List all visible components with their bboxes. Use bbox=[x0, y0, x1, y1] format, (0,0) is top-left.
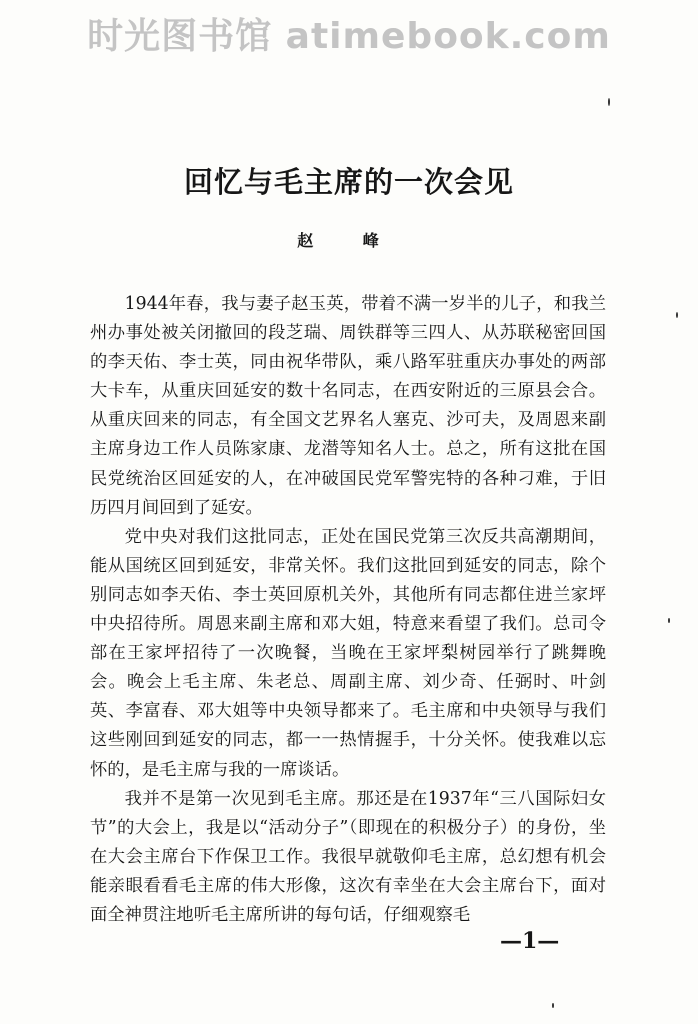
watermark: 时光图书馆 atimebook.com bbox=[87, 16, 611, 57]
author-name: 赵 峰 bbox=[297, 231, 401, 250]
paragraph-1: 1944年春，我与妻子赵玉英，带着不满一岁半的儿子，和我兰州办事处被关闭撤回的段芝瑞、周铁群等三四人、从苏联秘密回国的李天佑、李士英，同由祝华带队，乘八路军驻重庆办事处的两部大卡车，从重庆回延安的数十名同志，在西安附近的三原县会合。从重庆回来的同志，有全国文艺界名人塞克、沙可夫，及周恩来副主席身边工作人员陈家康、龙潜等知名人士。总之，所有这批在国民党统治区回延安的人，在冲破国民党军警宪特的各种刁难，于旧历四月间回到了延安。 bbox=[90, 294, 606, 518]
paragraph-2: 党中央对我们这批同志，正处在国民党第三次反共高潮期间，能从国统区回到延安，非常关怀。我们这批回到延安的同志，除个别同志如李天佑、李士英回原机关外，其他所有同志都住进兰家坪中央招待所。周恩来副主席和邓大姐，特意来看望了我们。总司令部在王家坪招待了一次晚餐，当晚在王家坪梨树园举行了跳舞晚会。晚会上毛主席、朱老总、周副主席、刘少奇、任弼时、叶剑英、李富春、邓大姐等中央领导都来了。毛主席和中央领导与我们这些刚回到延安的同志，都一一热情握手，十分关怀。使我难以忘怀的，是毛主席与我的一席谈话。 bbox=[90, 526, 606, 780]
article-title: 回忆与毛主席的一次会见 bbox=[183, 165, 514, 199]
scan-speck bbox=[608, 98, 610, 106]
scan-speck bbox=[676, 312, 678, 318]
scan-speck bbox=[552, 1003, 554, 1008]
page-number: —1— bbox=[500, 928, 560, 954]
paragraph-3: 我并不是第一次见到毛主席。那还是在1937年“三八国际妇女节”的大会上，我是以“活动分子”（即现在的积极分子）的身份，坐在大会主席台下作保卫工作。我很早就敬仰毛主席，总幻想有机会能亲眼看看毛主席的伟大形像，这次有幸坐在大会主席台下，面对面全神贯注地听毛主席所讲的每句话，仔细观察毛 bbox=[90, 788, 606, 925]
scan-speck bbox=[668, 618, 670, 623]
article-body bbox=[90, 290, 606, 930]
